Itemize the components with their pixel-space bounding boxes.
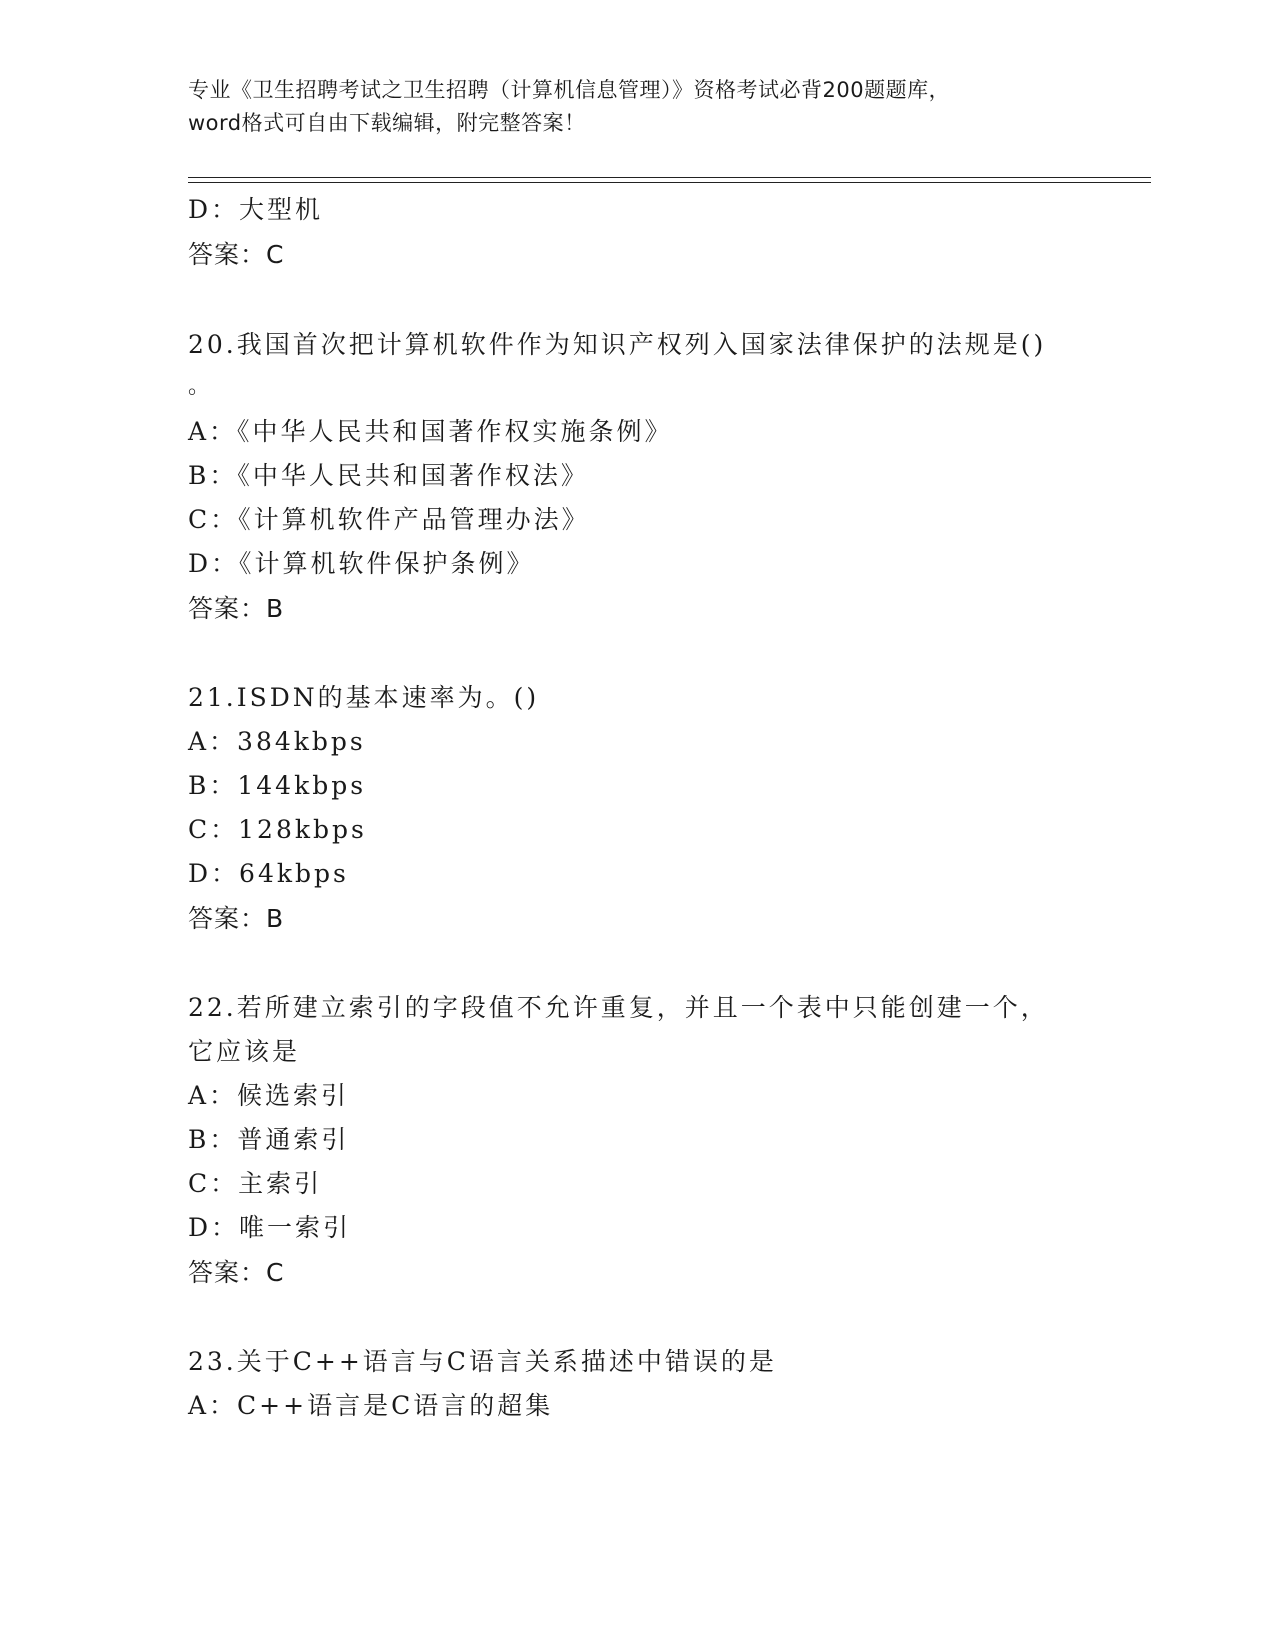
q20-option-a: A：《中华人民共和国著作权实施条例》 <box>188 417 673 446</box>
q20-question: 20.我国首次把计算机软件作为知识产权列入国家法律保护的法规是() <box>188 330 1047 359</box>
q21-question: 21.ISDN的基本速率为。() <box>188 683 540 712</box>
q21-option-c: C：128kbps <box>188 815 367 844</box>
q22-option-b: B：普通索引 <box>188 1125 350 1154</box>
header-title-line1: 专业《卫生招聘考试之卫生招聘（计算机信息管理）》资格考试必背200题题库， <box>188 78 951 102</box>
q22-option-a: A：候选索引 <box>188 1081 350 1110</box>
q22-question: 22.若所建立索引的字段值不允许重复，并且一个表中只能创建一个， <box>188 993 1049 1022</box>
prev-answer: 答案：C <box>188 240 285 269</box>
q20-question-end: 。 <box>188 374 211 399</box>
q21-answer: 答案：B <box>188 904 285 933</box>
q21-option-d: D：64kbps <box>188 859 349 888</box>
q21-option-a: A：384kbps <box>188 727 366 756</box>
document-header <box>188 74 1088 140</box>
header-divider-bottom <box>188 182 1151 183</box>
q22-option-d: D：唯一索引 <box>188 1213 352 1242</box>
header-title-line2: word格式可自由下载编辑，附完整答案！ <box>188 111 586 135</box>
q23-question: 23.关于C++语言与C语言关系描述中错误的是 <box>188 1347 777 1376</box>
prev-option-d: D：大型机 <box>188 195 324 224</box>
header-divider-top <box>188 177 1151 178</box>
q22-option-c: C：主索引 <box>188 1169 323 1198</box>
q20-option-b: B：《中华人民共和国著作权法》 <box>188 461 589 490</box>
q23-option-a: A：C++语言是C语言的超集 <box>188 1391 554 1420</box>
q20-option-d: D：《计算机软件保护条例》 <box>188 549 535 578</box>
q22-question-line2: 它应该是 <box>188 1037 301 1066</box>
q20-option-c: C：《计算机软件产品管理办法》 <box>188 505 590 534</box>
q20-answer: 答案：B <box>188 594 285 623</box>
q21-option-b: B：144kbps <box>188 771 367 800</box>
q22-answer: 答案：C <box>188 1258 285 1287</box>
